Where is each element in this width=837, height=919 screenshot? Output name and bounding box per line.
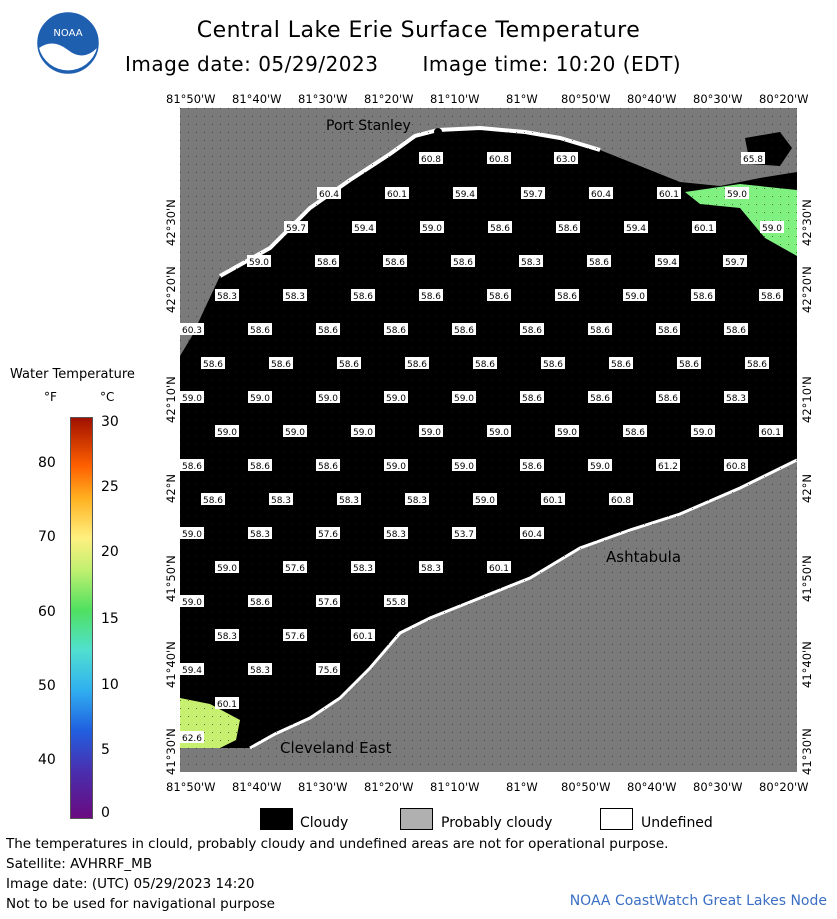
temp-label: 60.4 — [318, 190, 340, 200]
legend-unit-c: °C — [100, 390, 115, 404]
temp-label: 58.6 — [488, 292, 510, 302]
temp-label: 59.0 — [284, 428, 306, 438]
x-tick-top: 81°20'W — [364, 92, 414, 106]
temp-label: 58.6 — [317, 462, 339, 472]
temp-label: 58.3 — [725, 394, 747, 404]
temperature-colorbar — [70, 417, 93, 819]
temp-label: 60.1 — [693, 224, 715, 234]
temp-label: 58.3 — [249, 530, 271, 540]
temp-label: 58.6 — [542, 360, 564, 370]
f-label: 80 — [38, 455, 56, 471]
temp-label: 59.0 — [385, 394, 407, 404]
legend-cloudy-swatch — [260, 808, 293, 830]
x-tick-top: 80°40'W — [627, 92, 677, 106]
c-label: 5 — [101, 742, 110, 758]
temp-label: 59.7 — [724, 258, 746, 268]
temp-label: 58.6 — [521, 462, 543, 472]
temp-label: 58.3 — [520, 258, 542, 268]
page-title: Central Lake Erie Surface Temperature — [196, 18, 641, 43]
y-tick-right: 41°30'N — [800, 728, 814, 775]
x-tick-top: 81°50'W — [166, 92, 216, 106]
temp-label: 59.0 — [385, 462, 407, 472]
x-tick-bottom: 81°30'W — [298, 780, 348, 794]
x-tick-top: 80°30'W — [693, 92, 743, 106]
legend-title: Water Temperature — [10, 367, 135, 382]
place-ashtabula: Ashtabula — [606, 548, 682, 566]
temp-label: 59.0 — [181, 394, 203, 404]
temp-label: 58.6 — [678, 360, 700, 370]
c-label: 10 — [101, 677, 119, 693]
temp-label: 60.1 — [658, 190, 680, 200]
temp-label: 60.1 — [488, 564, 510, 574]
temp-label: 58.3 — [352, 564, 374, 574]
y-tick-right: 42°20'N — [800, 266, 814, 313]
y-tick-left: 41°50'N — [164, 555, 178, 602]
temp-label: 58.3 — [284, 292, 306, 302]
y-tick-right: 42°N — [800, 474, 814, 503]
temp-label: 58.6 — [610, 360, 632, 370]
x-tick-bottom: 81°10'W — [430, 780, 480, 794]
temp-label: 62.6 — [181, 734, 203, 744]
temp-label: 59.0 — [692, 428, 714, 438]
x-tick-top: 80°20'W — [759, 92, 809, 106]
f-label: 40 — [38, 752, 56, 768]
y-tick-right: 41°40'N — [800, 641, 814, 688]
x-tick-top: 81°30'W — [298, 92, 348, 106]
image-datetime — [125, 52, 681, 76]
temp-label: 58.6 — [746, 360, 768, 370]
temp-label: 58.3 — [420, 564, 442, 574]
temp-label: 58.6 — [589, 394, 611, 404]
image-time: Image time: 10:20 (EDT) — [422, 52, 682, 76]
legend-undefined-label: Undefined — [641, 815, 713, 831]
legend-cloudy-label: Cloudy — [300, 815, 349, 831]
temp-label: 58.3 — [216, 632, 238, 642]
temp-label: 58.3 — [270, 496, 292, 506]
legend-unit-f: °F — [44, 390, 57, 404]
temp-label: 58.6 — [489, 224, 511, 234]
temp-label: 58.6 — [725, 326, 747, 336]
temp-label: 58.6 — [249, 326, 271, 336]
temp-label: 58.6 — [557, 224, 579, 234]
ashtabula-marker — [606, 520, 614, 528]
y-tick-right: 41°50'N — [800, 555, 814, 602]
y-tick-left: 41°40'N — [164, 641, 178, 688]
y-tick-left: 41°30'N — [164, 728, 178, 775]
temp-label: 58.3 — [216, 292, 238, 302]
x-tick-bottom: 80°20'W — [759, 780, 809, 794]
c-label: 25 — [101, 479, 119, 495]
port-stanley-marker — [434, 128, 442, 136]
temp-label: 58.6 — [521, 326, 543, 336]
c-label: 30 — [101, 414, 119, 430]
temp-label: 59.0 — [317, 394, 339, 404]
temp-label: 58.6 — [657, 394, 679, 404]
temp-label: 59.0 — [488, 428, 510, 438]
svg-text:NOAA: NOAA — [53, 28, 83, 39]
x-tick-top: 81°W — [506, 92, 538, 106]
temp-label: 53.7 — [453, 530, 475, 540]
temp-label: 59.4 — [353, 224, 375, 234]
temp-label: 58.3 — [249, 666, 271, 676]
temp-label: 60.4 — [590, 190, 612, 200]
temp-label: 58.6 — [692, 292, 714, 302]
c-label: 20 — [101, 544, 119, 560]
temp-label: 60.8 — [610, 496, 632, 506]
temp-label: 60.3 — [181, 326, 203, 336]
x-tick-bottom: 81°W — [506, 780, 538, 794]
temp-label: 58.6 — [338, 360, 360, 370]
c-label: 0 — [101, 805, 110, 821]
temp-label: 58.6 — [474, 360, 496, 370]
temp-label: 57.6 — [284, 632, 306, 642]
temp-label: 58.6 — [384, 258, 406, 268]
temp-label: 58.6 — [589, 326, 611, 336]
c-label: 15 — [101, 611, 119, 627]
footer-nav-warning: Not to be used for navigational purpose — [6, 896, 275, 912]
temp-label: 58.6 — [202, 360, 224, 370]
f-label: 70 — [38, 529, 56, 545]
temp-label: 60.8 — [420, 155, 442, 165]
temp-label: 58.6 — [317, 326, 339, 336]
f-label: 50 — [38, 678, 56, 694]
temp-label: 59.4 — [454, 190, 476, 200]
temp-label: 55.8 — [385, 598, 407, 608]
temp-label: 59.0 — [181, 598, 203, 608]
temp-label: 58.6 — [760, 292, 782, 302]
y-tick-left: 42°30'N — [164, 199, 178, 246]
temp-label: 58.6 — [556, 292, 578, 302]
legend-probably-cloudy-label: Probably cloudy — [441, 815, 553, 831]
temp-label: 60.1 — [352, 632, 374, 642]
temp-label: 60.8 — [488, 155, 510, 165]
temp-label: 59.0 — [352, 428, 374, 438]
temp-label: 59.7 — [285, 224, 307, 234]
footer-utc-date: Image date: (UTC) 05/29/2023 14:20 — [6, 876, 255, 892]
x-tick-bottom: 80°40'W — [627, 780, 677, 794]
temp-label: 59.0 — [624, 292, 646, 302]
lake-erie-map — [180, 108, 797, 772]
temp-label: 58.3 — [338, 496, 360, 506]
place-port-stanley: Port Stanley — [326, 118, 411, 134]
temp-label: 59.7 — [522, 190, 544, 200]
temp-label: 59.4 — [625, 224, 647, 234]
temp-label: 58.6 — [521, 394, 543, 404]
f-label: 60 — [38, 604, 56, 620]
temp-label: 63.0 — [555, 155, 577, 165]
place-cleveland-east: Cleveland East — [280, 739, 392, 757]
x-tick-top: 80°50'W — [561, 92, 611, 106]
temp-label: 60.1 — [216, 700, 238, 710]
y-tick-left: 42°10'N — [164, 376, 178, 423]
x-tick-top: 81°40'W — [232, 92, 282, 106]
x-tick-bottom: 81°20'W — [364, 780, 414, 794]
temp-label: 59.0 — [421, 224, 443, 234]
temp-label: 59.0 — [453, 394, 475, 404]
x-tick-bottom: 81°40'W — [232, 780, 282, 794]
temp-label: 60.8 — [725, 462, 747, 472]
x-tick-top: 81°10'W — [430, 92, 480, 106]
image-date: Image date: 05/29/2023 — [125, 52, 379, 76]
temp-label: 61.2 — [657, 462, 679, 472]
temp-label: 58.6 — [249, 462, 271, 472]
temp-label: 58.6 — [624, 428, 646, 438]
y-tick-right: 42°30'N — [800, 199, 814, 246]
temp-label: 59.0 — [453, 462, 475, 472]
x-tick-bottom: 81°50'W — [166, 780, 216, 794]
cleveland-east-marker — [268, 722, 276, 730]
temp-label: 59.0 — [761, 224, 783, 234]
legend-undefined-swatch — [600, 808, 633, 830]
temp-label: 58.3 — [385, 530, 407, 540]
temp-label: 75.6 — [317, 666, 339, 676]
temp-label: 58.6 — [385, 326, 407, 336]
temp-label: 58.6 — [249, 598, 271, 608]
temp-label: 59.4 — [656, 258, 678, 268]
y-tick-left: 42°N — [164, 474, 178, 503]
y-tick-right: 42°10'N — [800, 376, 814, 423]
temp-label: 58.6 — [406, 360, 428, 370]
temp-label: 60.1 — [542, 496, 564, 506]
temp-label: 59.0 — [726, 190, 748, 200]
temp-label: 58.6 — [452, 258, 474, 268]
temp-label: 58.6 — [316, 258, 338, 268]
footer-note: The temperatures in clould, probably cloudy and undefined areas are not for operational purpose. — [6, 836, 669, 852]
temp-label: 58.6 — [420, 292, 442, 302]
temp-label: 59.0 — [216, 428, 238, 438]
temp-label: 60.1 — [386, 190, 408, 200]
temp-label: 57.6 — [317, 530, 339, 540]
temp-label: 58.6 — [588, 258, 610, 268]
temp-label: 59.4 — [181, 666, 203, 676]
temp-label: 59.0 — [249, 394, 271, 404]
x-tick-bottom: 80°50'W — [561, 780, 611, 794]
temp-label: 58.6 — [202, 496, 224, 506]
temp-label: 58.6 — [270, 360, 292, 370]
temp-label: 59.0 — [420, 428, 442, 438]
temp-label: 59.0 — [248, 258, 270, 268]
temp-label: 58.3 — [406, 496, 428, 506]
temp-label: 60.1 — [760, 428, 782, 438]
legend-probably-cloudy-swatch — [400, 808, 433, 830]
temp-label: 59.0 — [216, 564, 238, 574]
temp-label: 60.4 — [521, 530, 543, 540]
x-tick-bottom: 80°30'W — [693, 780, 743, 794]
temp-label: 57.6 — [284, 564, 306, 574]
temp-label: 65.8 — [742, 155, 764, 165]
temp-label: 59.0 — [181, 530, 203, 540]
footer-satellite: Satellite: AVHRRF_MB — [6, 856, 153, 872]
temp-label: 59.0 — [474, 496, 496, 506]
footer-credit: NOAA CoastWatch Great Lakes Node — [569, 893, 827, 909]
temp-label: 57.6 — [317, 598, 339, 608]
temp-label: 59.0 — [589, 462, 611, 472]
temp-label: 58.6 — [181, 462, 203, 472]
temp-label: 59.0 — [556, 428, 578, 438]
y-tick-left: 42°20'N — [164, 266, 178, 313]
temp-label: 58.6 — [352, 292, 374, 302]
temp-label: 58.6 — [657, 326, 679, 336]
temp-label: 58.6 — [453, 326, 475, 336]
